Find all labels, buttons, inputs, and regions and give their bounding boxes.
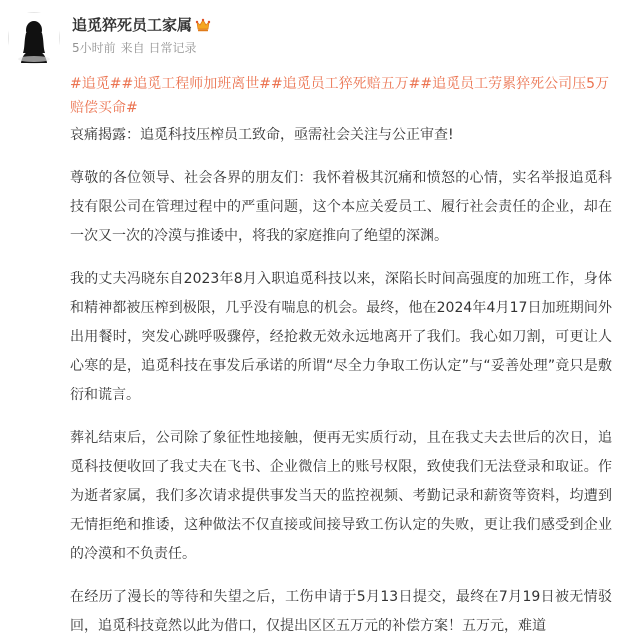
post-paragraph: 尊敬的各位领导、社会各界的朋友们：我怀着极其沉痛和愤怒的心情，实名举报追觅科技有限公司在管理过程中的严重问题，这个本应关爱员工、履行社会责任的企业，却在一次又一次的冷漠与推诿中，将我的家庭推向了绝望的深渊。: [70, 170, 612, 244]
hashtag-link[interactable]: #追觅员工劳累猝死公司压5万赔偿买命#: [70, 76, 610, 116]
post-meta: [72, 39, 211, 57]
post-header: [8, 12, 211, 70]
author-name[interactable]: 追觅猝死员工家属: [72, 16, 193, 34]
hashtag-link[interactable]: #追觅工程师加班离世#: [121, 76, 271, 92]
paragraph-spacer: [70, 569, 612, 583]
hashtag-link[interactable]: #追觅员工猝死赔五万#: [270, 76, 421, 92]
post-paragraph: 在经历了漫长的等待和失望之后，工伤申请于5月13日提交，最终在7月19日被无情驳回，追觅科技竟然以此为借口，仅提出区区五万元的补偿方案！五万元，难道: [70, 589, 612, 634]
crown-icon: [195, 17, 211, 33]
author-name-row: [72, 13, 211, 37]
avatar-silhouette-icon: [9, 13, 59, 63]
hashtag-link[interactable]: #追觅#: [70, 76, 122, 92]
paragraph-spacer: [70, 150, 612, 164]
post-paragraph: 哀痛揭露：追觅科技压榨员工致命，亟需社会关注与公正审查!: [70, 127, 454, 143]
post-time[interactable]: 5小时前: [72, 41, 116, 55]
post-paragraph: 葬礼结束后，公司除了象征性地接触，便再无实质行动，且在我丈夫去世后的次日，追觅科技便收回了我丈夫在飞书、企业微信上的账号权限，致使我们无法登录和取证。作为逝者家属，我们多次请求提供事发当天的监控视频、考勤记录和薪资等资料，均遭到无情拒绝和推诿，这种做法不仅直接或间接导致工伤认定的失败，更让我们感受到企业的冷漠和不负责任。: [70, 430, 612, 562]
post-body: [70, 72, 612, 641]
author-avatar[interactable]: [8, 12, 60, 64]
author-meta: [72, 12, 211, 57]
post-source: 来自 日常记录: [120, 41, 197, 55]
paragraph-spacer: [70, 251, 612, 265]
post-paragraph: 我的丈夫冯晓东自2023年8月入职追觅科技以来，深陷长时间高强度的加班工作，身体和精神都被压榨到极限，几乎没有喘息的机会。最终，他在2024年4月17日加班期间外出用餐时，突发心跳呼吸骤停，经抢救无效永远地离开了我们。我心如刀割，可更让人心寒的是，追觅科技在事发后承诺的所谓“尽全力争取工伤认定”与“妥善处理”竟只是敷衍和谎言。: [70, 271, 612, 403]
hashtag-list: [70, 72, 612, 120]
paragraph-spacer: [70, 410, 612, 424]
